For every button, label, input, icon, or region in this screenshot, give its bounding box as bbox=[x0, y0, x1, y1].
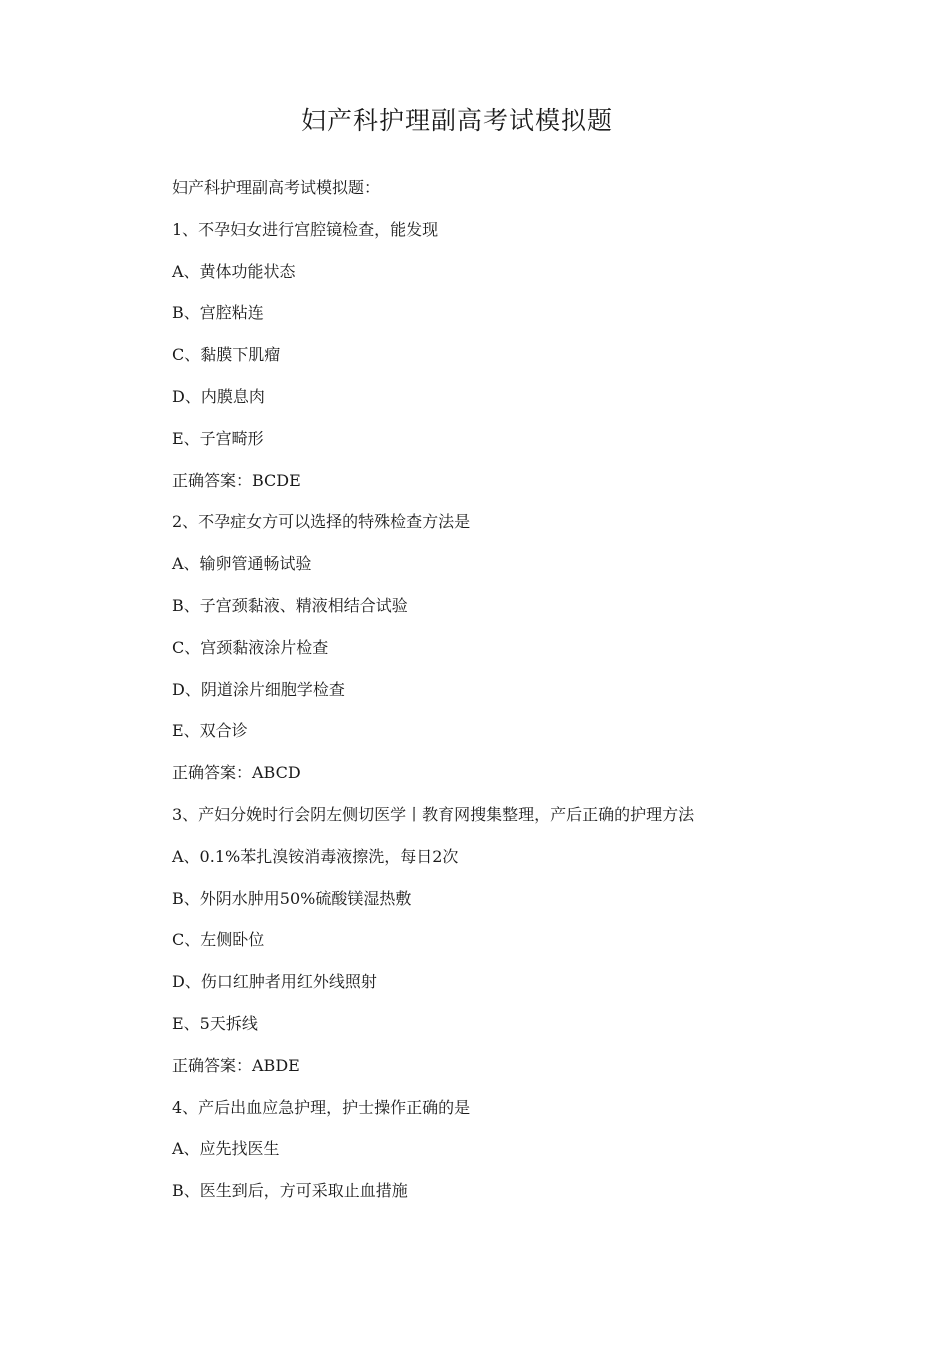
question-3-option-e: E、5天拆线 bbox=[172, 1013, 258, 1033]
question-1-option-c: C、黏膜下肌瘤 bbox=[172, 345, 281, 365]
question-2-option-d: D、阴道涂片细胞学检查 bbox=[172, 679, 345, 699]
question-3-answer: 正确答案：ABDE bbox=[172, 1055, 300, 1075]
question-2-option-a: A、输卵管通畅试验 bbox=[172, 554, 312, 574]
question-4-option-a: A、应先找医生 bbox=[172, 1139, 280, 1159]
question-1-option-e: E、子宫畸形 bbox=[172, 428, 264, 448]
question-1-option-a: A、黄体功能状态 bbox=[172, 261, 296, 281]
question-1-option-b: B、宫腔粘连 bbox=[172, 303, 264, 323]
question-3-option-a: A、0.1%苯扎溴铵消毒液擦洗，每日2次 bbox=[172, 846, 459, 866]
question-4: 4、产后出血应急护理，护士操作正确的是 bbox=[172, 1097, 471, 1117]
question-2-answer: 正确答案：ABCD bbox=[172, 763, 301, 783]
intro-line: 妇产科护理副高考试模拟题： bbox=[172, 178, 381, 197]
question-2-option-e: E、双合诊 bbox=[172, 721, 248, 741]
question-1-option-d: D、内膜息肉 bbox=[172, 386, 265, 406]
question-1: 1、不孕妇女进行宫腔镜检查，能发现 bbox=[172, 219, 439, 239]
document-body bbox=[172, 174, 872, 1219]
question-3-option-d: D、伤口红肿者用红外线照射 bbox=[172, 972, 377, 992]
question-2-option-c: C、宫颈黏液涂片检查 bbox=[172, 637, 329, 657]
question-4-option-b: B、医生到后，方可采取止血措施 bbox=[172, 1181, 408, 1201]
document-title: 妇产科护理副高考试模拟题 bbox=[300, 106, 613, 135]
question-2: 2、不孕症女方可以选择的特殊检查方法是 bbox=[172, 512, 471, 532]
question-3-option-b: B、外阴水肿用50%硫酸镁湿热敷 bbox=[172, 888, 412, 908]
question-1-answer: 正确答案：BCDE bbox=[172, 470, 301, 490]
question-3-option-c: C、左侧卧位 bbox=[172, 930, 265, 950]
question-3: 3、产妇分娩时行会阴左侧切医学丨教育网搜集整理，产后正确的护理方法 bbox=[172, 804, 695, 824]
question-2-option-b: B、子宫颈黏液、精液相结合试验 bbox=[172, 595, 408, 615]
